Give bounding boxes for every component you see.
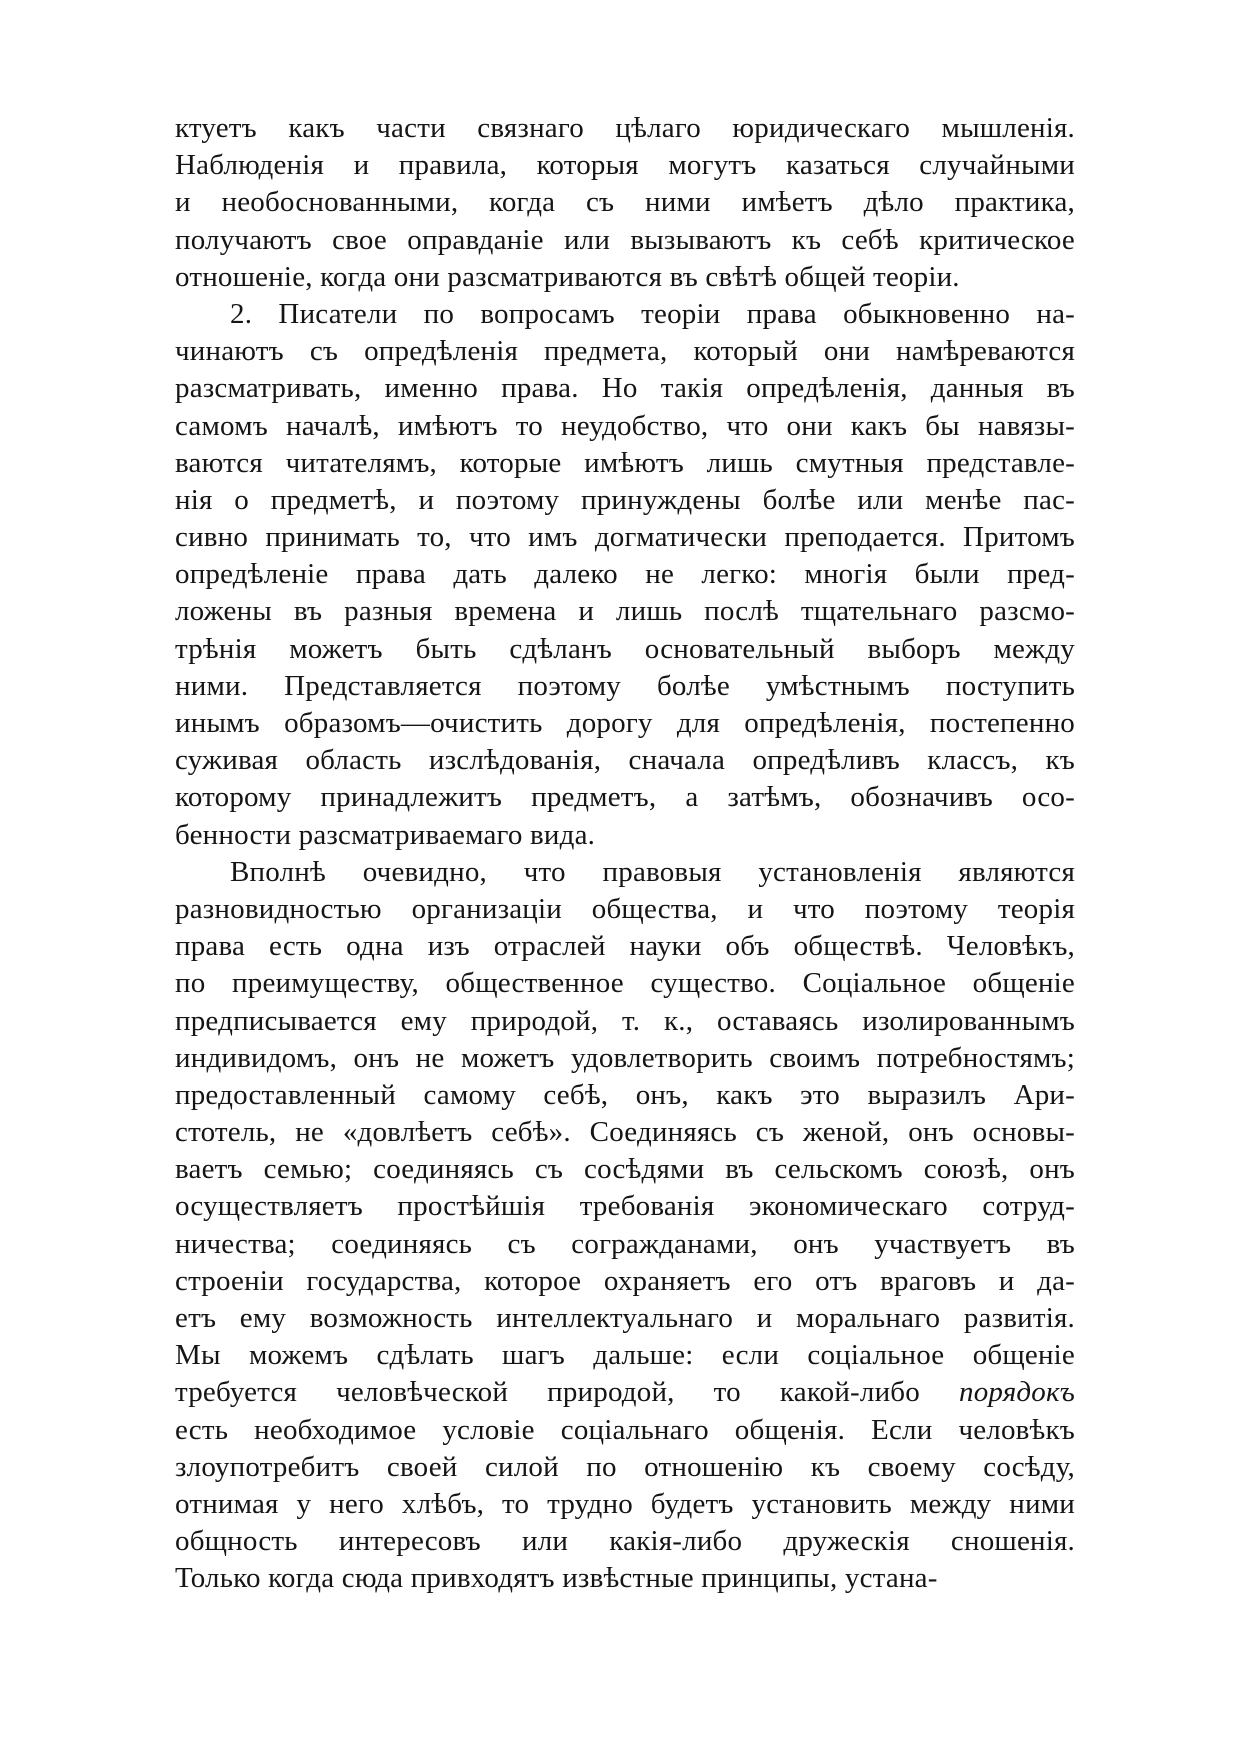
text-line: получаютъ свое оправданіе или вызываютъ къ себѣ критическое (175, 223, 1075, 256)
text-line: сивно принимать то, что имъ догматически преподается. Притомъ (175, 521, 1075, 554)
text-line: Наблюденія и правила, которыя могутъ казаться случайными (175, 149, 1075, 182)
text-line: предписывается ему природой, т. к., оставаясь изолированнымъ (175, 1004, 1075, 1037)
paragraph (175, 854, 1075, 1598)
text-line: самомъ началѣ, имѣютъ то неудобство, что они какъ бы навязы- (175, 409, 1075, 442)
text-line: ними. Представляется поэтому болѣе умѣстнымъ поступить (175, 669, 1075, 702)
text-line: права есть одна изъ отраслей науки объ обществѣ. Человѣкъ, (175, 930, 1075, 963)
text-line: злоупотребитъ своей силой по отношенію къ своему сосѣду, (175, 1450, 1075, 1483)
text-line: отношеніе, когда они разсматриваются въ свѣтѣ общей теоріи. (175, 260, 960, 293)
text-line: ктуетъ какъ части связнаго цѣлаго юридическаго мышленія. (175, 112, 1075, 144)
text-line: разновидностью организаціи общества, и что поэтому теорія (175, 892, 1075, 925)
text-line: ваетъ семью; соединяясь съ сосѣдями въ сельскомъ союзѣ, онъ (175, 1153, 1075, 1186)
text-line: Мы можемъ сдѣлать шагъ дальше: если соціальное общеніе (175, 1339, 1075, 1372)
text-line: етъ ему возможность интеллектуальнаго и моральнаго развитія. (175, 1302, 1075, 1334)
text-line: ваются читателямъ, которые имѣютъ лишь смутныя представле- (175, 446, 1075, 479)
text-line: индивидомъ, онъ не можетъ удовлетворить своимъ потребностямъ; (175, 1041, 1075, 1074)
page-text-body (175, 110, 1075, 1598)
text-line: и необоснованными, когда съ ними имѣетъ дѣло практика, (175, 186, 1075, 219)
text-line: нія о предметѣ, и поэтому принуждены болѣе или менѣе пас- (175, 483, 1075, 516)
text-line: стотель, не «довлѣетъ себѣ». Соединяясь съ женой, онъ основы- (175, 1116, 1075, 1149)
text-line: инымъ образомъ—очистить дорогу для опредѣленія, постепенно (175, 707, 1075, 739)
paragraph (175, 110, 1075, 296)
text-line: строеніи государства, которое охраняетъ его отъ враговъ и да- (175, 1264, 1075, 1297)
text-line: Вполнѣ очевидно, что правовыя установленія являются (230, 855, 1075, 888)
text-line: разсматривать, именно права. Но такія опредѣленія, данныя въ (175, 372, 1075, 405)
text-line: которому принадлежитъ предметъ, а затѣмъ, обозначивъ осо- (175, 781, 1075, 814)
text-line: ложены въ разныя времена и лишь послѣ тщательнаго разсмо- (175, 595, 1075, 628)
text-line: осуществляетъ простѣйшія требованія экономическаго сотруд- (175, 1190, 1075, 1223)
text-line: предоставленный самому себѣ, онъ, какъ это выразилъ Ари- (175, 1078, 1075, 1111)
italic-term: порядокъ (959, 1376, 1075, 1409)
text-line: ничества; соединяясь съ согражданами, онъ участвуетъ въ (175, 1227, 1075, 1260)
text-line: суживая область изслѣдованія, сначала опредѣливъ классъ, къ (175, 744, 1075, 777)
text-line: 2. Писатели по вопросамъ теоріи права обыкновенно на- (230, 297, 1075, 330)
text-line: есть необходимое условіе соціальнаго общенія. Если человѣкъ (175, 1413, 1075, 1446)
text-line: Только когда сюда привходятъ извѣстные принципы, устана- (175, 1562, 938, 1595)
text-line: бенности разсматриваемаго вида. (175, 818, 596, 851)
paragraph (175, 296, 1075, 854)
text-line-with-italic (175, 1374, 1075, 1411)
text-line: опредѣленіе права дать далеко не легко: многія были пред- (175, 558, 1075, 591)
text-line: по преимуществу, общественное существо. Соціальное общеніе (175, 967, 1075, 1000)
text-line: отнимая у него хлѣбъ, то трудно будетъ установить между ними (175, 1487, 1075, 1520)
text-line: общность интересовъ или какія-либо дружескія сношенія. (175, 1525, 1075, 1558)
text-segment: требуется человѣческой природой, то какой-либо (175, 1376, 959, 1409)
text-line: трѣнія можетъ быть сдѣланъ основательный выборъ между (175, 632, 1075, 665)
text-line: чинаютъ съ опредѣленія предмета, который они намѣреваются (175, 335, 1075, 368)
